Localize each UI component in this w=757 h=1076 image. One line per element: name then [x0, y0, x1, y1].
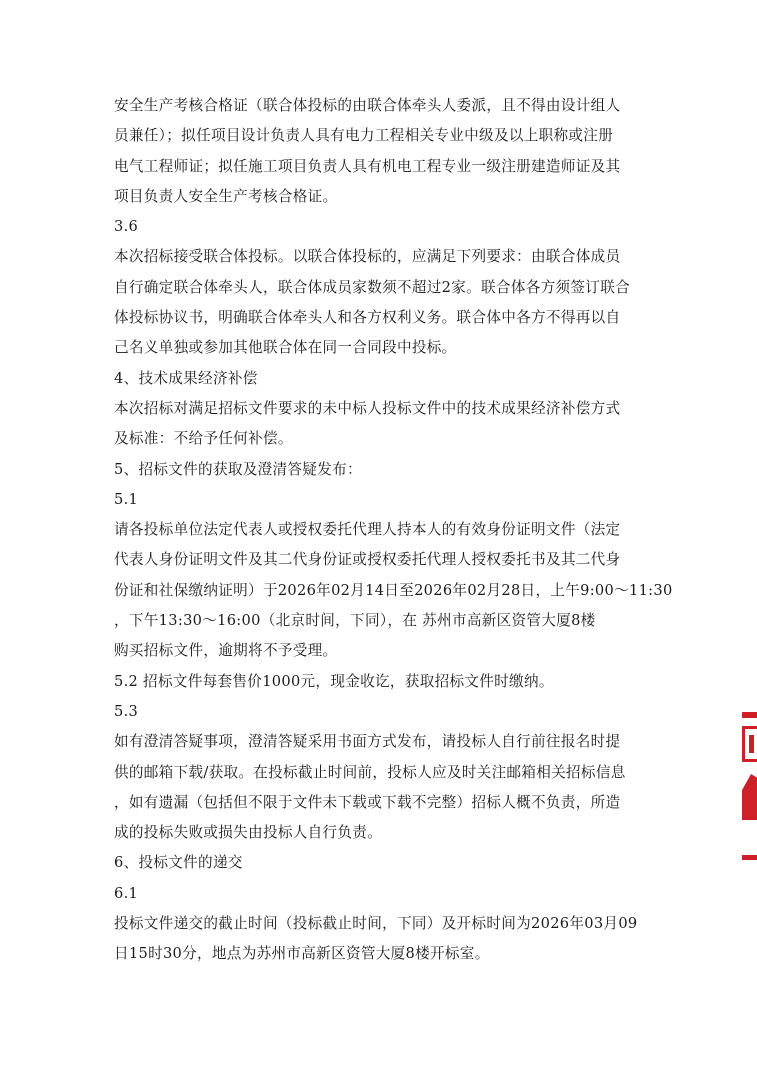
- section-number: 5.1: [114, 490, 139, 508]
- section-number: 5.3: [114, 702, 139, 720]
- text-line: 员兼任）；拟任项目设计负责人具有电力工程相关专业中级及以上职称或注册: [114, 127, 614, 145]
- text-line: 电气工程师证；拟任施工项目负责人具有机电工程专业一级注册建造师证及其: [114, 157, 621, 175]
- section-number: 6.1: [114, 884, 139, 902]
- text-line: 自行确定联合体牵头人，联合体成员家数须不超过2家。联合体各方须签订联合: [114, 278, 630, 296]
- text-line: ，下午13:30～16:00（北京时间，下同），在 苏州市高新区资管大厦8楼: [114, 612, 596, 630]
- section-number: 3.6: [114, 218, 139, 236]
- text-line: 及标准：不给予任何补偿。: [114, 430, 293, 448]
- seal-mark: [742, 712, 757, 718]
- text-line: 5.2 招标文件每套售价1000元，现金收讫，获取招标文件时缴纳。: [114, 672, 554, 690]
- text-line: 日15时30分，地点为苏州市高新区资管大厦8楼开标室。: [114, 945, 490, 963]
- text-line: 供的邮箱下载/获取。在投标截止时间前，投标人应及时关注邮箱相关招标信息: [114, 763, 626, 781]
- text-line: 如有澄清答疑事项，澄清答疑采用书面方式发布，请投标人自行前往报名时提: [114, 733, 621, 751]
- text-line: 请各投标单位法定代表人或授权委托代理人持本人的有效身份证明文件（法定: [114, 521, 621, 539]
- text-line: 本次招标对满足招标文件要求的未中标人投标文件中的技术成果经济补偿方式: [114, 399, 621, 417]
- text-line: 份证和社保缴纳证明）于2026年02月14日至2026年02月28日，上午9:00～11:30: [114, 581, 673, 599]
- text-line: 成的投标失败或损失由投标人自行负责。: [114, 824, 383, 842]
- section-heading: 4、技术成果经济补偿: [114, 369, 258, 387]
- text-line: 购买招标文件，逾期将不予受理。: [114, 642, 338, 660]
- document-body: [114, 91, 673, 970]
- text-line: 项目负责人安全生产考核合格证。: [114, 187, 338, 205]
- seal-mark: [742, 726, 757, 762]
- seal-stamp-fragment: [742, 712, 757, 862]
- text-line: 代表人身份证明文件及其二代身份证或授权委托代理人授权委托书及其二代身: [114, 551, 621, 569]
- section-heading: 6、投标文件的递交: [114, 854, 243, 872]
- text-line: ，如有遗漏（包括但不限于文件未下载或下载不完整）招标人概不负责，所造: [114, 793, 621, 811]
- text-line: 本次招标接受联合体投标。以联合体投标的，应满足下列要求：由联合体成员: [114, 248, 621, 266]
- seal-mark: [742, 774, 757, 820]
- seal-mark: [742, 855, 757, 860]
- text-line: 安全生产考核合格证（联合体投标的由联合体牵头人委派，且不得由设计组人: [114, 97, 621, 114]
- text-line: 体投标协议书，明确联合体牵头人和各方权利义务。联合体中各方不得再以自: [114, 309, 621, 327]
- text-line: 己名义单独或参加其他联合体在同一合同段中投标。: [114, 339, 457, 357]
- section-heading: 5、招标文件的获取及澄清答疑发布：: [114, 460, 362, 478]
- text-line: 投标文件递交的截止时间（投标截止时间，下同）及开标时间为2026年03月09: [114, 915, 638, 933]
